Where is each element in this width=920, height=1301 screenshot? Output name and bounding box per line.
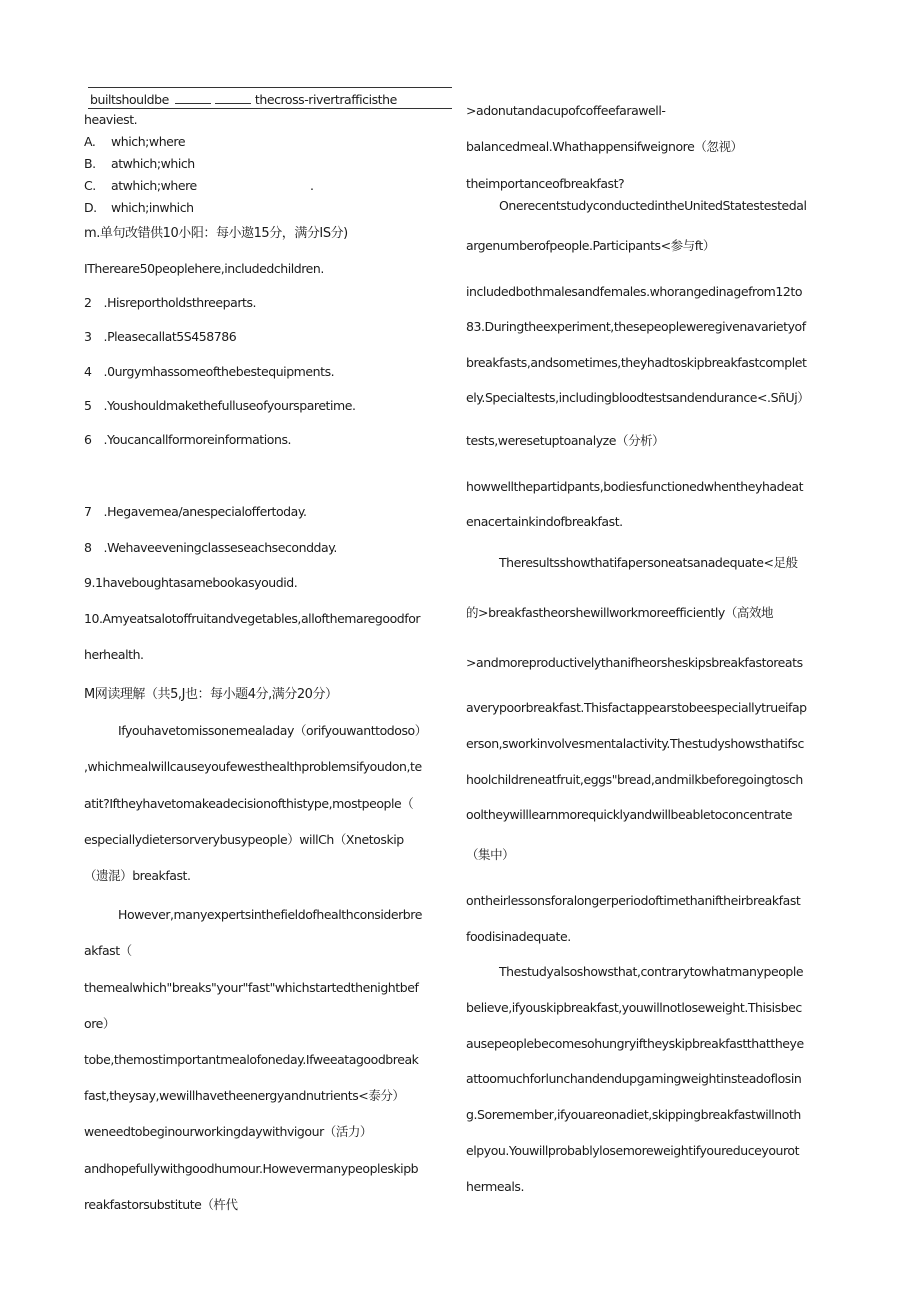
passage-line: Thestudyalsoshowsthat,contrarytowhatmanypeople [499,964,804,979]
stray-dot: . [310,178,314,193]
passage-line: reakfastorsubstitute（杵代 [84,1197,238,1212]
passage-line: argenumberofpeople.Participants<参与ft） [466,238,715,253]
passage-line: However,manyexpertsinthefieldofhealthconsiderbre [118,907,422,922]
option-text: atwhich;where [111,178,197,193]
passage-line: >adonutandacupofcoffeefarawell- [466,103,666,118]
passage-line: believe,ifyouskipbreakfast,youwillnotloseweight.Thisisbec [466,1000,802,1015]
passage-line: ontheirlessonsforalongerperiodoftimethaniftheirbreakfast [466,893,801,908]
fragment-after: thecross-rivertrafficisthe [254,92,397,107]
correction-9: 9.1haveboughtasamebookasyoudid. [84,575,298,590]
option-text: which;where [111,134,186,149]
top-rule [88,87,452,88]
passage-line: （遗混）breakfast. [84,868,191,883]
option-text: which;inwhich [111,200,194,215]
option-b [84,156,195,172]
passage-line: weneedtobeginourworkingdaywithvigour（活力） [84,1124,372,1139]
correction-5: 5 .Youshouldmakethefulluseofyoursparetime. [84,398,356,413]
passage-line: averypoorbreakfast.Thisfactappearstobeespeciallytrueifap [466,700,807,715]
passage-line: ausepeoplebecomesohungryiftheyskipbreakfastthattheye [466,1036,804,1051]
passage-line: fast,theysay,wewillhavetheenergyandnutrients<泰分） [84,1088,405,1103]
passage-line: （集中） [466,847,515,862]
passage-line: breakfasts,andsometimes,theyhadtoskipbreakfastcomplet [466,355,807,370]
passage-line: ore） [84,1016,115,1031]
passage-line: g.Soremember,ifyouareonadiet,skippingbreakfastwillnoth [466,1107,801,1122]
passage-line: howwellthepartidpants,bodiesfunctionedwhentheyhadeat [466,479,804,494]
option-c [84,178,197,194]
passage-line: OnerecentstudyconductedintheUnitedStatestestedal [499,198,807,213]
option-label: A. [84,134,96,149]
correction-1: IThereare50peoplehere,includedchildren. [84,261,324,276]
passage-line: ,whichmealwillcauseyoufewesthealthproblemsifyoudon,te [84,759,422,774]
passage-line: attoomuchforlunchandendupgamingweightinsteadoflosin [466,1071,802,1086]
passage-line: hoolchildreneatfruit,eggs"bread,andmilkbeforegoingtosch [466,772,803,787]
correction-6: 6 .Youcancallformoreinformations. [84,432,292,447]
correction-4: 4 .0urgymhassomeofthebestequipments. [84,364,335,379]
passage-line: theimportanceofbreakfast? [466,176,625,191]
answer-blank-2 [215,93,251,104]
option-label: C. [84,178,96,193]
passage-line: themealwhich"breaks"your"fast"whichstartedthenightbef [84,980,419,995]
section-3-title: m.单句改错供10小阳：每小遨15分，满分IS分) [84,226,348,241]
passage-line: enacertainkindofbreakfast. [466,514,623,529]
passage-line: foodisinadequate. [466,929,571,944]
passage-line: Theresultsshowthatifapersoneatsanadequate<足般 [499,555,798,570]
passage-line: balancedmeal.Whathappensifweignore（忽视） [466,139,743,154]
option-label: D. [84,200,97,215]
option-d [84,200,194,216]
passage-line: 的>breakfastheorshewillworkmoreefficiently（高效地 [466,605,774,620]
correction-3: 3 .Pleasecallat5S458786 [84,329,237,344]
passage-line: andhopefullywithgoodhumour.Howevermanypeopleskipb [84,1161,419,1176]
answer-blank-1 [175,93,211,104]
fragment-continuation: heaviest. [84,112,138,127]
passage-line: includedbothmalesandfemales.whorangedinagefrom12to [466,284,803,299]
passage-line: tests,weresetuptoanalyze（分析） [466,433,665,448]
question-fragment [90,92,397,108]
passage-line: hermeals. [466,1179,524,1194]
passage-line: erson,sworkinvolvesmentalactivity.Thestudyshowsthatifsc [466,736,804,751]
passage-line: >andmoreproductivelythanifheorsheskipsbreakfastoreats [466,655,803,670]
passage-line: elpyou.Youwillprobablylosemoreweightifyoureduceyourot [466,1143,800,1158]
option-text: atwhich;which [111,156,195,171]
correction-7: 7 .Hegavemea/anespecialoffertoday. [84,504,307,519]
passage-line: atit?Iftheyhavetomakeadecisionofthistype,mostpeople（ [84,796,414,811]
fragment-before: builtshouldbe [90,92,169,107]
correction-2: 2 .Hisreportholdsthreeparts. [84,295,257,310]
correction-8: 8 .Wehaveeveningclasseseachsecondday. [84,540,337,555]
correction-10-cont: herhealth. [84,647,144,662]
passage-line: ooltheywilllearnmorequicklyandwillbeabletoconcentrate [466,807,793,822]
passage-line: akfast（ [84,943,132,958]
passage-line: Ifyouhavetomissonemealaday（orifyouwanttodoso） [118,723,427,738]
option-label: B. [84,156,96,171]
passage-line: tobe,themostimportantmealofoneday.Ifweeatagoodbreak [84,1052,419,1067]
passage-line: ely.Specialtests,includingbloodtestsandendurance<.SñUj） [466,390,810,405]
option-a [84,134,185,150]
section-4-title: M网读理解（共5,J也：每小题4分,满分20分） [84,687,338,702]
passage-line: especiallydietersorverybusypeople）willCh（Xnetoskip [84,832,404,847]
passage-line: 83.Duringtheexperiment,thesepeopleweregivenavarietyof [466,319,806,334]
fragment-rule [88,108,452,109]
correction-10: 10.Amyeatsalotoffruitandvegetables,allofthemaregoodfor [84,611,421,626]
